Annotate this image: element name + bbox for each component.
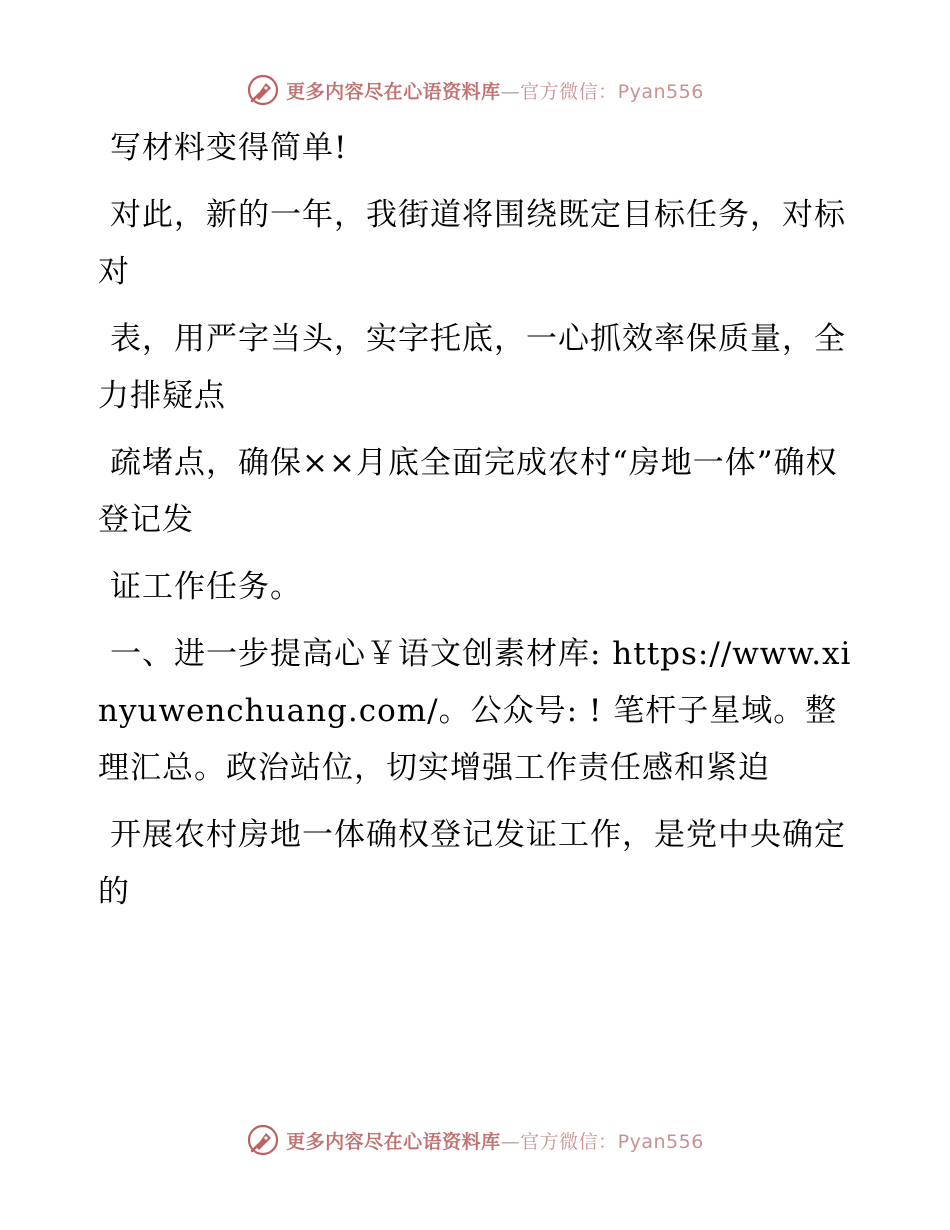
paragraph-4-text: 疏堵点，确保××月底全面完成农村“房地一体”确权登记发 <box>98 445 838 538</box>
paragraph-7 <box>98 807 858 921</box>
footer-banner-contact: 官方微信：Pyan556 <box>520 1130 704 1153</box>
paragraph-6 <box>98 626 858 797</box>
footer-banner-main: 更多内容尽在心语资料库 <box>286 1130 501 1153</box>
header-banner-main: 更多内容尽在心语资料库 <box>286 80 501 103</box>
paragraph-1 <box>98 120 858 177</box>
paragraph-5 <box>98 559 858 616</box>
paragraph-4 <box>98 435 858 549</box>
paragraph-7-text: 开展农村房地一体确权登记发证工作，是党中央确定的 <box>98 817 846 910</box>
document-body <box>98 120 858 931</box>
paragraph-3-text: 表，用严字当头，实字托底，一心抓效率保质量，全力排疑点 <box>98 321 846 414</box>
paragraph-3 <box>98 311 858 425</box>
header-banner <box>0 70 950 110</box>
header-banner-separator: — <box>500 80 521 103</box>
footer-banner-separator: — <box>500 1130 521 1153</box>
footer-banner-text <box>286 1127 704 1154</box>
paragraph-2-text: 对此，新的一年，我街道将围绕既定目标任务，对标对 <box>98 197 846 290</box>
header-banner-contact: 官方微信：Pyan556 <box>520 80 704 103</box>
header-banner-text <box>286 77 704 104</box>
footer-banner <box>0 1120 950 1160</box>
pen-nib-logo-icon <box>246 1123 280 1157</box>
paragraph-5-text: 证工作任务。 <box>110 569 302 605</box>
paragraph-2 <box>98 187 858 301</box>
paragraph-1-text: 写材料变得简单! <box>110 130 348 166</box>
pen-nib-logo-icon <box>246 73 280 107</box>
paragraph-6-text: 一、进一步提高心￥语文创素材库: https://www.xinyuwenchuang.com/。公众号: ! 笔杆子星域。整理汇总。政治站位，切实增强工作责任感和紧迫 <box>98 636 852 786</box>
